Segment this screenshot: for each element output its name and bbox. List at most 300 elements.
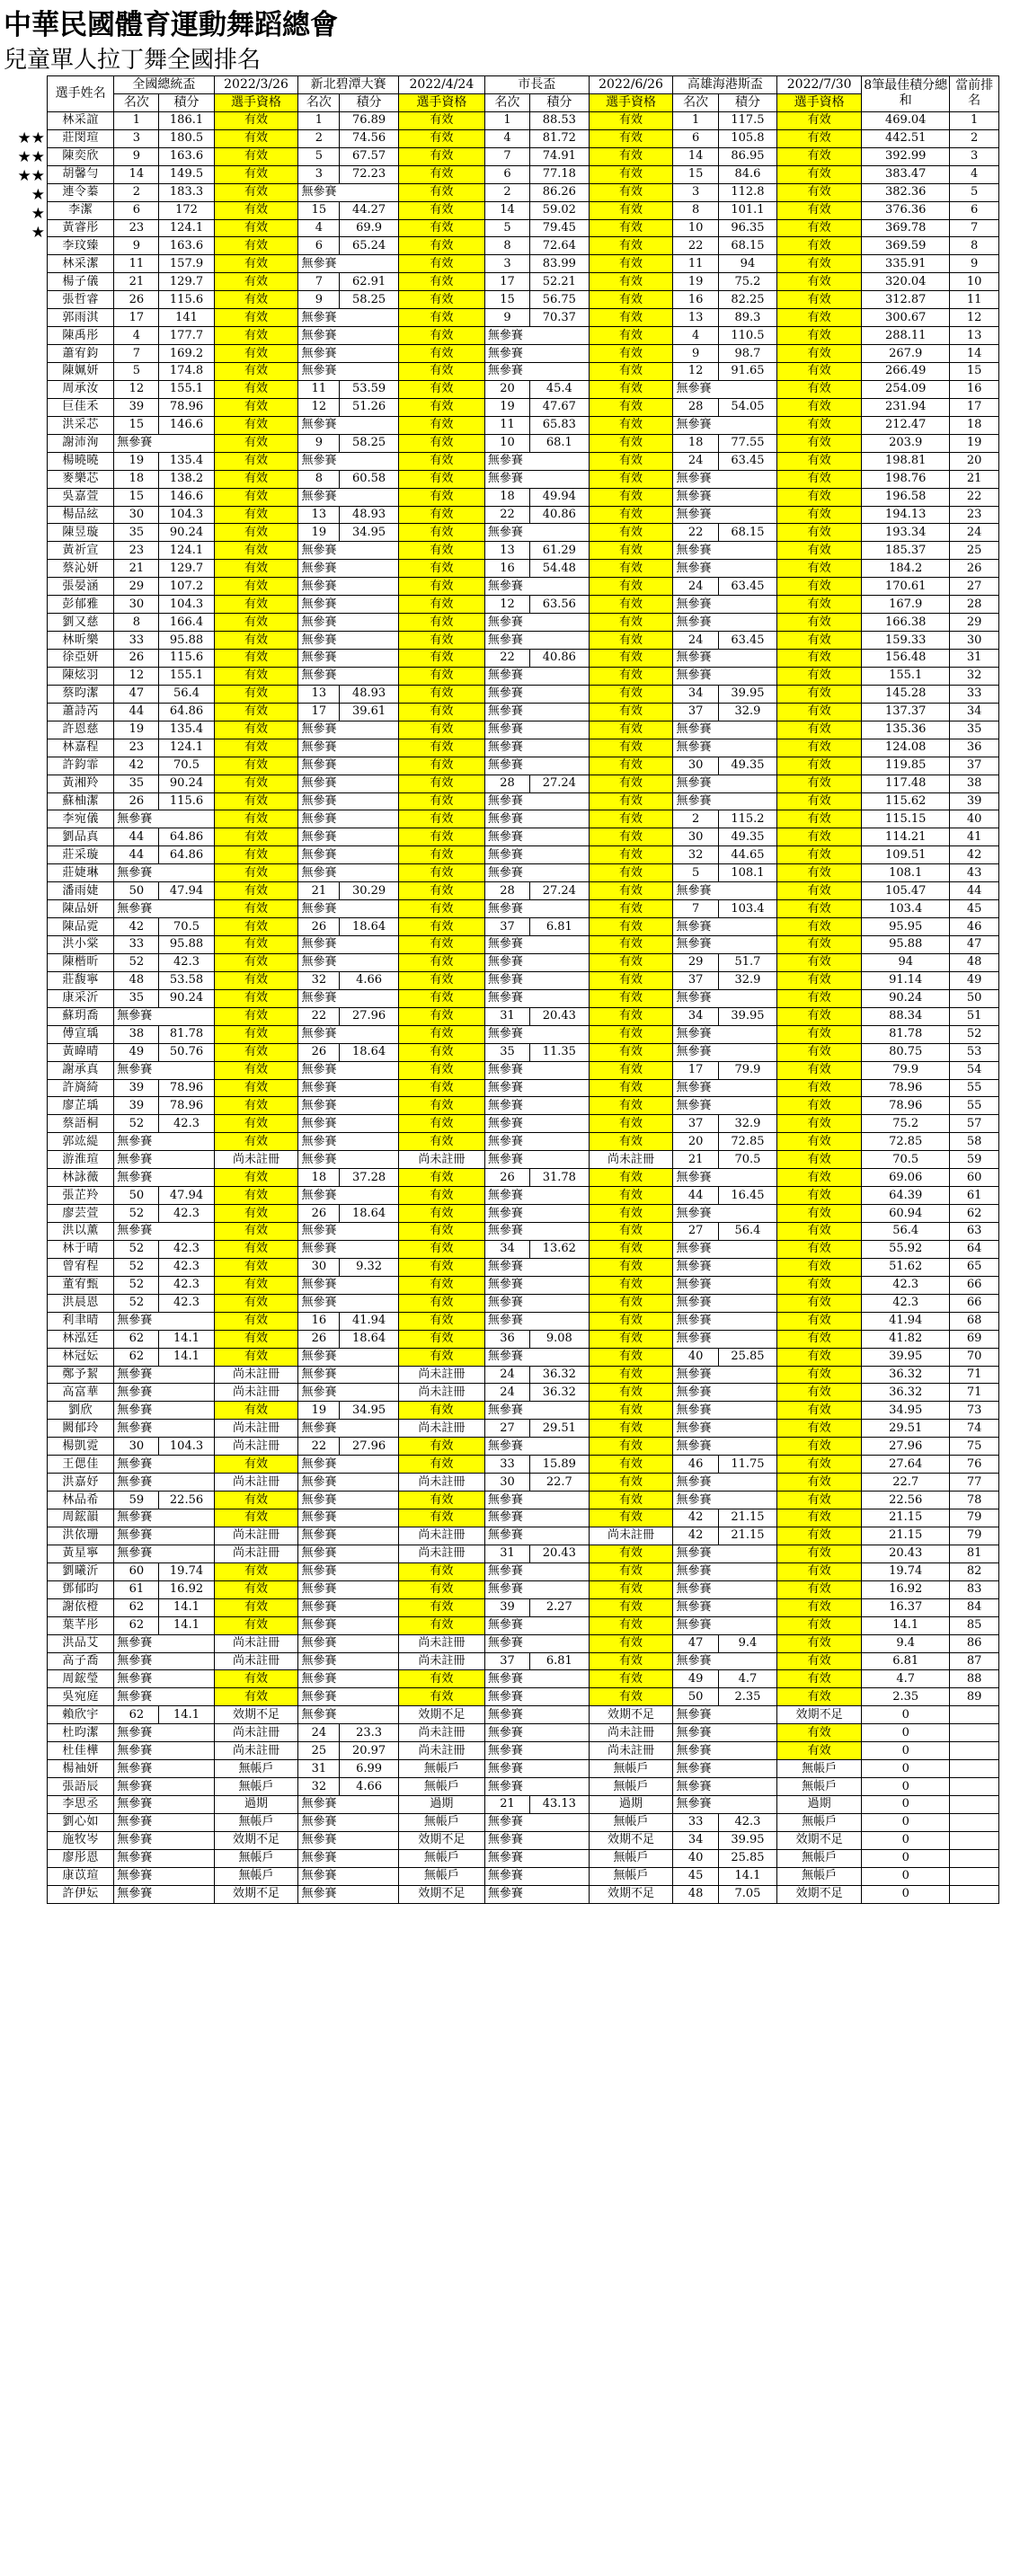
qualification-cell: 有效 <box>777 1043 862 1061</box>
no-entry-cell: 無參賽 <box>298 1616 398 1634</box>
total-points-cell: 198.76 <box>862 470 950 488</box>
qualification-cell: 有效 <box>398 327 484 345</box>
qualification-cell: 有效 <box>398 614 484 632</box>
current-rank-cell <box>950 1813 999 1831</box>
qualification-cell: 無帳戶 <box>589 1867 673 1885</box>
current-rank-cell: 39 <box>950 792 999 810</box>
place-cell: 24 <box>673 632 718 650</box>
place-cell: 12 <box>484 596 529 614</box>
player-name: 黃湘羚 <box>48 775 114 792</box>
no-entry-cell: 無參賽 <box>114 900 214 918</box>
table-row <box>48 1061 999 1079</box>
place-cell: 26 <box>298 1330 340 1348</box>
points-cell: 56.4 <box>718 1223 777 1241</box>
table-row <box>48 1025 999 1043</box>
current-rank-cell: 70 <box>950 1348 999 1366</box>
no-entry-cell: 無參賽 <box>298 327 398 345</box>
qualification-cell: 有效 <box>398 380 484 398</box>
points-cell: 95.88 <box>159 936 214 954</box>
table-row <box>48 864 999 882</box>
rank-star <box>0 1748 45 1766</box>
qualification-cell: 有效 <box>589 882 673 900</box>
player-name: 闕郁玲 <box>48 1420 114 1438</box>
qualification-cell: 有效 <box>398 936 484 954</box>
header-place: 名次 <box>114 93 159 111</box>
no-entry-cell: 無參賽 <box>673 1043 777 1061</box>
player-name: 楊袖妍 <box>48 1760 114 1778</box>
qualification-cell: 有效 <box>214 578 298 596</box>
no-entry-cell: 無參賽 <box>673 1796 777 1814</box>
current-rank-cell: 40 <box>950 810 999 828</box>
place-cell: 11 <box>298 380 340 398</box>
current-rank-cell: 17 <box>950 398 999 416</box>
current-rank-cell <box>950 1831 999 1849</box>
header-qualification: 選手資格 <box>589 93 673 111</box>
no-entry-cell: 無參賽 <box>298 632 398 650</box>
rank-star <box>0 1954 45 1973</box>
header-qualification: 選手資格 <box>777 93 862 111</box>
points-cell: 6.99 <box>340 1760 399 1778</box>
rank-star <box>0 731 45 750</box>
player-name: 陳姵妍 <box>48 363 114 381</box>
qualification-cell: 有效 <box>589 309 673 327</box>
qualification-cell: 有效 <box>589 1079 673 1097</box>
rank-star <box>0 995 45 1014</box>
no-entry-cell: 無參賽 <box>298 1133 398 1151</box>
table-row <box>48 111 999 129</box>
qualification-cell: 尚未註冊 <box>214 1545 298 1562</box>
total-points-cell: 170.61 <box>862 578 950 596</box>
no-entry-cell: 無參賽 <box>298 488 398 506</box>
total-points-cell: 29.51 <box>862 1420 950 1438</box>
no-entry-cell: 無參賽 <box>673 488 777 506</box>
points-cell: 70.37 <box>530 309 590 327</box>
points-cell: 84.6 <box>718 165 777 183</box>
total-points-cell: 80.75 <box>862 1043 950 1061</box>
table-row <box>48 1796 999 1814</box>
current-rank-cell: 19 <box>950 434 999 452</box>
current-rank-cell <box>950 1778 999 1796</box>
no-entry-cell: 無參賽 <box>114 1007 214 1025</box>
table-row <box>48 1348 999 1366</box>
rank-star <box>0 1352 45 1371</box>
qualification-cell: 有效 <box>777 524 862 542</box>
qualification-cell: 有效 <box>398 882 484 900</box>
qualification-cell: 有效 <box>777 989 862 1007</box>
total-points-cell: 2.35 <box>862 1688 950 1706</box>
points-cell: 39.95 <box>718 1831 777 1849</box>
qualification-cell: 有效 <box>398 757 484 775</box>
points-cell: 42.3 <box>159 1294 214 1312</box>
no-entry-cell: 無參賽 <box>484 1742 589 1760</box>
points-cell: 61.29 <box>530 542 590 560</box>
rank-star <box>0 562 45 581</box>
points-cell: 58.25 <box>340 434 399 452</box>
table-row <box>48 1867 999 1885</box>
points-cell: 138.2 <box>159 470 214 488</box>
no-entry-cell: 無參賽 <box>673 1598 777 1616</box>
place-cell: 19 <box>673 273 718 291</box>
table-row <box>48 1312 999 1330</box>
header-kaohsiung: 高雄海港斯盃 <box>673 76 777 94</box>
points-cell: 50.76 <box>159 1043 214 1061</box>
current-rank-cell: 34 <box>950 703 999 721</box>
current-rank-cell <box>950 1724 999 1742</box>
qualification-cell: 有效 <box>398 1133 484 1151</box>
no-entry-cell: 無參賽 <box>484 1294 589 1312</box>
table-row <box>48 775 999 792</box>
qualification-cell: 有效 <box>777 1348 862 1366</box>
place-cell: 50 <box>673 1688 718 1706</box>
points-cell: 49.94 <box>530 488 590 506</box>
points-cell: 16.45 <box>718 1187 777 1205</box>
qualification-cell: 有效 <box>589 1007 673 1025</box>
current-rank-cell <box>950 1742 999 1760</box>
player-name: 劉又慈 <box>48 614 114 632</box>
total-points-cell: 20.43 <box>862 1545 950 1562</box>
place-cell: 33 <box>114 936 159 954</box>
qualification-cell: 有效 <box>398 578 484 596</box>
qualification-cell: 有效 <box>777 291 862 309</box>
rank-star <box>0 1484 45 1503</box>
table-row <box>48 1276 999 1294</box>
points-cell: 27.96 <box>340 1007 399 1025</box>
no-entry-cell: 無參賽 <box>298 1223 398 1241</box>
no-entry-cell: 無參賽 <box>673 739 777 757</box>
place-cell: 27 <box>484 1420 529 1438</box>
qualification-cell: 有效 <box>589 560 673 578</box>
points-cell: 25.85 <box>718 1348 777 1366</box>
no-entry-cell: 無參賽 <box>673 650 777 668</box>
qualification-cell: 有效 <box>398 147 484 165</box>
qualification-cell: 有效 <box>777 1724 862 1742</box>
no-entry-cell: 無參賽 <box>484 1688 589 1706</box>
rank-star <box>0 1108 45 1127</box>
points-cell: 18.64 <box>340 1205 399 1223</box>
table-row <box>48 1240 999 1258</box>
total-points-cell: 145.28 <box>862 685 950 703</box>
player-name: 廖彤恩 <box>48 1849 114 1867</box>
qualification-cell: 有效 <box>214 900 298 918</box>
place-cell: 48 <box>673 1885 718 1903</box>
table-row <box>48 1849 999 1867</box>
rank-star <box>0 618 45 637</box>
no-entry-cell: 無參賽 <box>484 1492 589 1509</box>
place-cell: 27 <box>673 1223 718 1241</box>
qualification-cell: 有效 <box>589 380 673 398</box>
rank-star <box>0 1521 45 1540</box>
rank-star <box>0 919 45 938</box>
place-cell: 31 <box>484 1007 529 1025</box>
qualification-cell: 有效 <box>589 578 673 596</box>
place-cell: 42 <box>673 1527 718 1545</box>
rank-star <box>0 393 45 412</box>
points-cell: 39.61 <box>340 703 399 721</box>
no-entry-cell: 無參賽 <box>114 1885 214 1903</box>
total-points-cell: 91.14 <box>862 971 950 989</box>
total-points-cell: 0 <box>862 1867 950 1885</box>
qualification-cell: 有效 <box>214 1456 298 1474</box>
table-row <box>48 147 999 165</box>
qualification-cell: 有效 <box>589 1330 673 1348</box>
total-points-cell: 0 <box>862 1831 950 1849</box>
place-cell: 33 <box>673 1813 718 1831</box>
current-rank-cell: 58 <box>950 1133 999 1151</box>
current-rank-cell: 37 <box>950 757 999 775</box>
qualification-cell: 有效 <box>214 255 298 273</box>
qualification-cell: 有效 <box>214 183 298 201</box>
total-points-cell: 369.59 <box>862 237 950 255</box>
header-date-2: 2022/4/24 <box>398 76 484 94</box>
current-rank-cell: 49 <box>950 971 999 989</box>
total-points-cell: 72.85 <box>862 1133 950 1151</box>
points-cell: 183.3 <box>159 183 214 201</box>
qualification-cell: 有效 <box>589 363 673 381</box>
no-entry-cell: 無參賽 <box>673 1366 777 1384</box>
place-cell: 38 <box>114 1025 159 1043</box>
rank-star <box>0 544 45 562</box>
points-cell: 157.9 <box>159 255 214 273</box>
qualification-cell: 有效 <box>589 488 673 506</box>
place-cell: 6 <box>673 129 718 147</box>
no-entry-cell: 無參賽 <box>484 1205 589 1223</box>
place-cell: 4 <box>484 129 529 147</box>
current-rank-cell <box>950 1867 999 1885</box>
no-entry-cell: 無參賽 <box>298 1492 398 1509</box>
no-entry-cell: 無參賽 <box>673 1205 777 1223</box>
qualification-cell: 有效 <box>214 1348 298 1366</box>
qualification-cell: 過期 <box>777 1796 862 1814</box>
points-cell: 166.4 <box>159 614 214 632</box>
qualification-cell: 有效 <box>398 1240 484 1258</box>
qualification-cell: 有效 <box>777 1258 862 1276</box>
no-entry-cell: 無參賽 <box>298 1509 398 1527</box>
place-cell: 26 <box>114 291 159 309</box>
table-row <box>48 1706 999 1724</box>
rank-star <box>0 1164 45 1183</box>
points-cell: 54.48 <box>530 560 590 578</box>
points-cell: 62.91 <box>340 273 399 291</box>
place-cell: 28 <box>484 882 529 900</box>
total-points-cell: 0 <box>862 1813 950 1831</box>
player-name: 洪嘉妤 <box>48 1474 114 1492</box>
qualification-cell: 有效 <box>398 792 484 810</box>
qualification-cell: 有效 <box>777 1187 862 1205</box>
points-cell: 177.7 <box>159 327 214 345</box>
place-cell: 26 <box>298 918 340 936</box>
place-cell: 10 <box>484 434 529 452</box>
points-cell: 41.94 <box>340 1312 399 1330</box>
rank-star <box>0 1917 45 1935</box>
header-mayors-cup: 市長盃 <box>484 76 589 94</box>
player-name: 陳品妍 <box>48 900 114 918</box>
qualification-cell: 有效 <box>589 1133 673 1151</box>
current-rank-cell: 11 <box>950 291 999 309</box>
current-rank-cell: 66 <box>950 1294 999 1312</box>
qualification-cell: 有效 <box>398 1187 484 1205</box>
rank-star <box>0 1014 45 1032</box>
place-cell: 30 <box>673 757 718 775</box>
points-cell: 65.24 <box>340 237 399 255</box>
qualification-cell: 有效 <box>398 1438 484 1456</box>
rank-star <box>0 374 45 393</box>
qualification-cell: 有效 <box>214 434 298 452</box>
points-cell: 51.7 <box>718 953 777 971</box>
rank-star <box>0 280 45 299</box>
place-cell: 4 <box>673 327 718 345</box>
place-cell: 12 <box>673 363 718 381</box>
qualification-cell: 有效 <box>398 470 484 488</box>
qualification-cell: 有效 <box>214 650 298 668</box>
rank-star <box>0 1785 45 1804</box>
place-cell: 26 <box>114 650 159 668</box>
place-cell: 22 <box>298 1438 340 1456</box>
no-entry-cell: 無參賽 <box>298 1885 398 1903</box>
place-cell: 24 <box>484 1366 529 1384</box>
qualification-cell: 有效 <box>214 1276 298 1294</box>
rank-star <box>0 1898 45 1917</box>
no-entry-cell: 無參賽 <box>673 936 777 954</box>
points-cell: 129.7 <box>159 560 214 578</box>
qualification-cell: 有效 <box>214 309 298 327</box>
qualification-cell: 有效 <box>777 1402 862 1420</box>
qualification-cell: 有效 <box>589 1043 673 1061</box>
points-cell: 42.3 <box>159 1276 214 1294</box>
points-cell: 4.7 <box>718 1670 777 1688</box>
qualification-cell: 有效 <box>589 1205 673 1223</box>
qualification-cell: 有效 <box>589 1258 673 1276</box>
table-row <box>48 380 999 398</box>
qualification-cell: 尚未註冊 <box>214 1474 298 1492</box>
no-entry-cell: 無參賽 <box>484 1079 589 1097</box>
no-entry-cell: 無參賽 <box>484 757 589 775</box>
place-cell: 6 <box>298 237 340 255</box>
total-points-cell: 88.34 <box>862 1007 950 1025</box>
total-points-cell: 16.92 <box>862 1580 950 1598</box>
player-name: 彭郁雅 <box>48 596 114 614</box>
qualification-cell: 有效 <box>589 739 673 757</box>
player-name: 高子喬 <box>48 1652 114 1670</box>
no-entry-cell: 無參賽 <box>673 1616 777 1634</box>
qualification-cell: 有效 <box>777 1151 862 1169</box>
no-entry-cell: 無參賽 <box>673 989 777 1007</box>
qualification-cell: 有效 <box>589 1402 673 1420</box>
no-entry-cell: 無參賽 <box>298 542 398 560</box>
points-cell: 169.2 <box>159 345 214 363</box>
no-entry-cell: 無參賽 <box>484 1527 589 1545</box>
points-cell: 48.93 <box>340 685 399 703</box>
no-entry-cell: 無參賽 <box>673 1545 777 1562</box>
header-date-1: 2022/3/26 <box>214 76 298 94</box>
table-row <box>48 703 999 721</box>
points-cell: 86.95 <box>718 147 777 165</box>
total-points-cell: 21.15 <box>862 1509 950 1527</box>
qualification-cell: 有效 <box>589 614 673 632</box>
qualification-cell: 有效 <box>589 667 673 685</box>
qualification-cell: 有效 <box>777 953 862 971</box>
points-cell: 124.1 <box>159 739 214 757</box>
player-name: 連令蓁 <box>48 183 114 201</box>
place-cell: 13 <box>298 506 340 524</box>
rank-star <box>0 807 45 826</box>
player-name: 莊采璇 <box>48 846 114 864</box>
table-row <box>48 953 999 971</box>
qualification-cell: 有效 <box>589 953 673 971</box>
total-points-cell: 60.94 <box>862 1205 950 1223</box>
place-cell: 16 <box>673 291 718 309</box>
player-name: 楊子儀 <box>48 273 114 291</box>
page-title: 中華民國體育運動舞蹈總會 <box>4 9 338 41</box>
no-entry-cell: 無參賽 <box>484 1187 589 1205</box>
no-entry-cell: 無參賽 <box>484 614 589 632</box>
qualification-cell: 有效 <box>398 864 484 882</box>
qualification-cell: 尚未註冊 <box>214 1742 298 1760</box>
table-row <box>48 1598 999 1616</box>
qualification-cell: 有效 <box>398 1330 484 1348</box>
qualification-cell: 無帳戶 <box>777 1760 862 1778</box>
total-points-cell: 442.51 <box>862 129 950 147</box>
qualification-cell: 有效 <box>777 1025 862 1043</box>
header-date-4: 2022/7/30 <box>777 76 862 94</box>
place-cell: 37 <box>673 703 718 721</box>
qualification-cell: 有效 <box>589 810 673 828</box>
place-cell: 62 <box>114 1616 159 1634</box>
qualification-cell: 有效 <box>589 685 673 703</box>
points-cell: 67.57 <box>340 147 399 165</box>
points-cell: 27.24 <box>530 775 590 792</box>
qualification-cell: 有效 <box>777 255 862 273</box>
points-cell: 79.45 <box>530 219 590 237</box>
table-row <box>48 1007 999 1025</box>
qualification-cell: 有效 <box>589 1223 673 1241</box>
points-cell: 91.65 <box>718 363 777 381</box>
points-cell: 63.45 <box>718 632 777 650</box>
points-cell: 78.96 <box>159 1079 214 1097</box>
no-entry-cell: 無參賽 <box>298 1545 398 1562</box>
current-rank-cell: 89 <box>950 1688 999 1706</box>
points-cell: 124.1 <box>159 219 214 237</box>
table-row <box>48 614 999 632</box>
rank-star <box>0 694 45 713</box>
player-name: 廖芸萱 <box>48 1205 114 1223</box>
rank-star <box>0 637 45 656</box>
rank-star <box>0 1691 45 1710</box>
table-row <box>48 1831 999 1849</box>
points-cell: 47.94 <box>159 1187 214 1205</box>
qualification-cell: 有效 <box>777 1079 862 1097</box>
place-cell: 16 <box>484 560 529 578</box>
points-cell: 4.66 <box>340 1778 399 1796</box>
place-cell: 15 <box>484 291 529 309</box>
player-name: 莊馥寧 <box>48 971 114 989</box>
place-cell: 59 <box>114 1492 159 1509</box>
points-cell: 4.66 <box>340 971 399 989</box>
total-points-cell: 0 <box>862 1885 950 1903</box>
qualification-cell: 有效 <box>398 1509 484 1527</box>
current-rank-cell: 47 <box>950 936 999 954</box>
qualification-cell: 有效 <box>589 1456 673 1474</box>
table-row <box>48 1562 999 1580</box>
place-cell: 3 <box>298 165 340 183</box>
qualification-cell: 無帳戶 <box>398 1813 484 1831</box>
total-points-cell: 109.51 <box>862 846 950 864</box>
player-name: 莊閔瑄 <box>48 129 114 147</box>
qualification-cell: 尚未註冊 <box>398 1527 484 1545</box>
rank-star: ★★ <box>17 129 45 147</box>
qualification-cell: 有效 <box>589 398 673 416</box>
qualification-cell: 有效 <box>398 1348 484 1366</box>
table-row <box>48 1545 999 1562</box>
